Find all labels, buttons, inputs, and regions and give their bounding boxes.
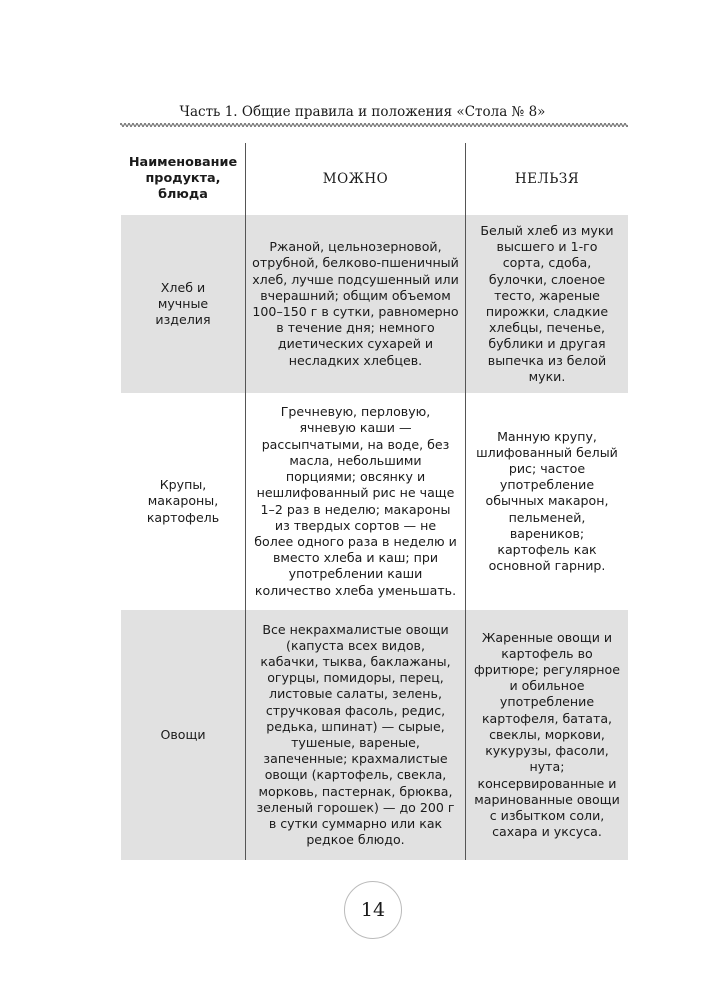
- food-table: [121, 143, 628, 860]
- running-header: Часть 1. Общие правила и положения «Стола № 8»: [179, 104, 546, 120]
- column-header-product: Наименование продукта, блюда: [128, 155, 238, 202]
- column-header-forbidden: НЕЛЬЗЯ: [514, 170, 580, 187]
- table-row: [121, 215, 628, 393]
- product-cell: Овощи: [160, 726, 206, 742]
- product-cell: Крупы, макароны, картофель: [146, 477, 220, 525]
- forbidden-cell: Белый хлеб из муки высшего и 1-го сорта, сдоба, булочки, слоеное тесто, жареные пирожки, сладкие хлебцы, печенье, бублики и другая выпечка из белой муки.: [480, 222, 614, 384]
- table-header-row: [121, 143, 628, 215]
- allowed-cell: Все некрахмалистые овощи (капуста всех видов, кабачки, тыква, баклажаны, огурцы, помидоры, перец, листовые салаты, зелень, стручковая фасоль, редис, редька, шпинат) — сырые, тушеные, вареные, запеченные; крахмалистые овощи (картофель, свекла, морковь, пастернак, брюква, зеленый горошек) — до 200 г в сутки суммарно или как редкое блюдо.: [245, 610, 466, 860]
- page-number: 14: [344, 881, 402, 939]
- table-row: [121, 610, 628, 860]
- product-cell: Хлеб и мучные изделия: [155, 279, 211, 328]
- forbidden-cell: Манную крупу, шлифованный белый рис; частое употребление обычных макарон, пельменей, вареников; картофель как основной гарнир.: [476, 428, 618, 574]
- header-wavy-divider: [120, 121, 628, 129]
- allowed-cell: Ржаной, цельнозерновой, отрубной, белково-пшеничный хлеб, лучше подсушенный или вчерашний; общим объемом 100–150 г в сутки, равномерно в течение дня; немного диетических сухарей и несладких хлебцев.: [245, 215, 466, 393]
- table-row: [121, 393, 628, 610]
- forbidden-cell: Жаренные овощи и картофель во фритюре; регулярное и обильное употребление картофеля, батата, свеклы, моркови, кукурузы, фасоли, нута; консервированные и маринованные овощи с избытком соли, сахара и уксуса.: [474, 629, 620, 840]
- allowed-cell: Гречневую, перловую, ячневую каши — рассыпчатыми, на воде, без масла, небольшими порциями; овсянку и нешлифованный рис не чаще 1–2 раз в неделю; макароны из твердых сортов — не более одного раза в неделю и вместо хлеба и каш; при употреблении каши количество хлеба уменьшать.: [245, 393, 466, 610]
- column-header-allowed: МОЖНО: [245, 143, 466, 215]
